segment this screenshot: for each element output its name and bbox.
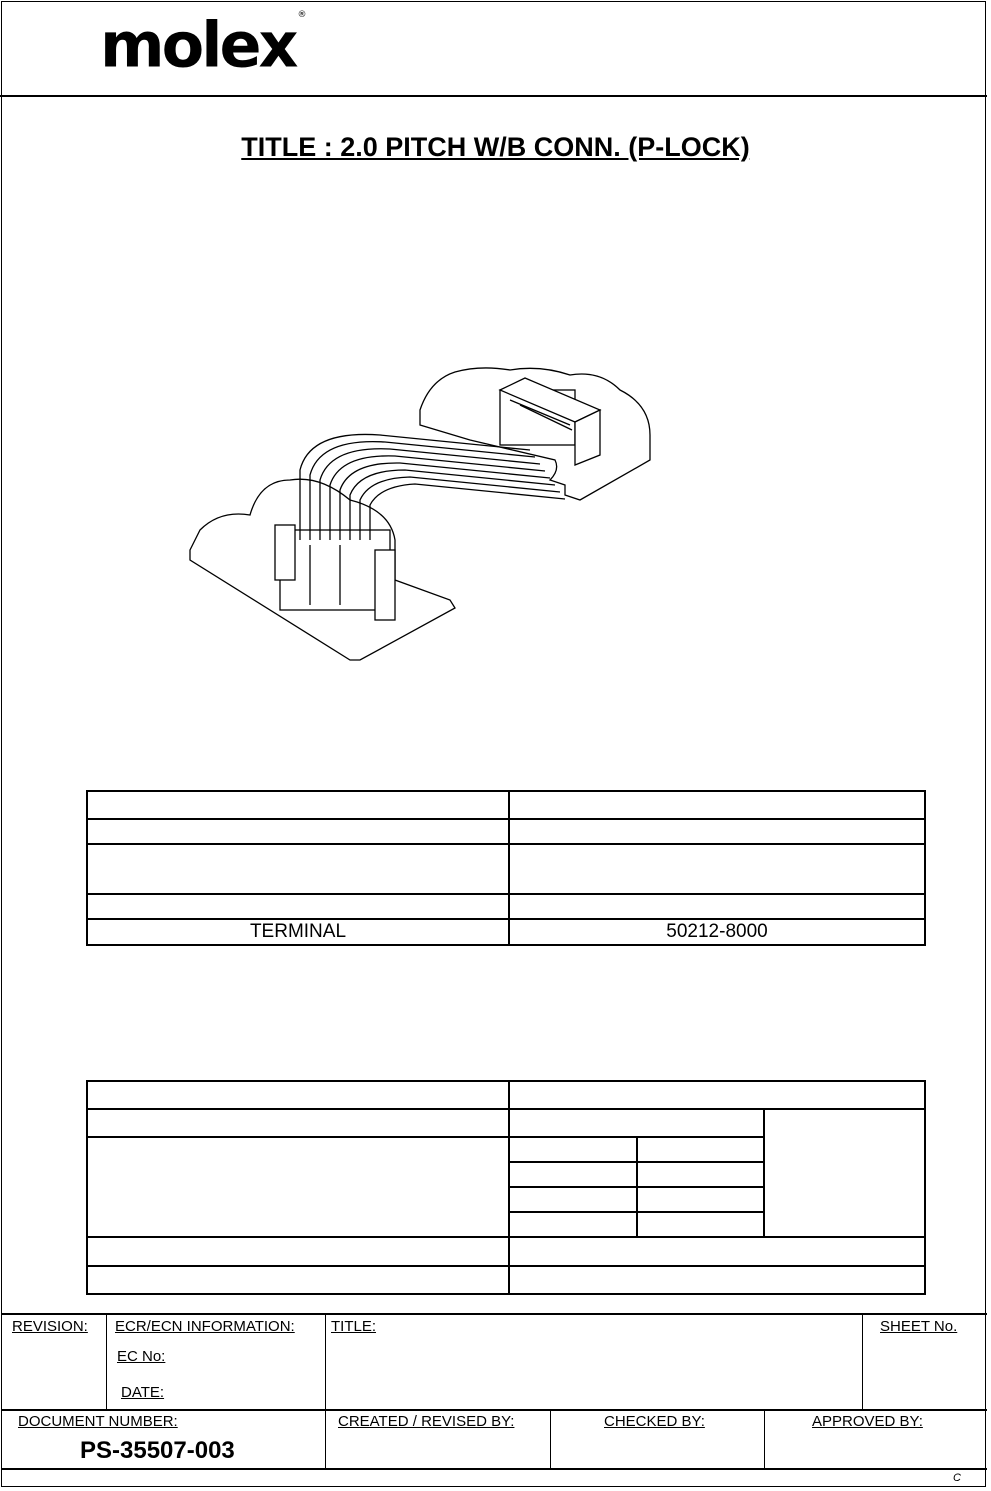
document-title: TITLE : 2.0 PITCH W/B CONN. (P-LOCK) <box>241 132 750 162</box>
created-label: CREATED / REVISED BY: <box>338 1413 515 1430</box>
spec-table <box>86 1080 926 1295</box>
doc-number: PS-35507-003 <box>80 1437 235 1464</box>
sheet-label: SHEET No. <box>880 1318 958 1335</box>
revision-label: REVISION: <box>12 1318 88 1335</box>
ecr-label: ECR/ECN INFORMATION: <box>115 1318 295 1335</box>
date-label: DATE: <box>121 1384 165 1401</box>
connector-illustration <box>180 360 660 670</box>
parts-table <box>86 790 926 946</box>
parts-cell <box>87 791 509 819</box>
molex-logo: molex ® <box>100 8 307 82</box>
approved-label: APPROVED BY: <box>812 1413 923 1430</box>
parts-cell-terminal: TERMINAL <box>87 919 509 945</box>
ec-no-label: EC No: <box>117 1348 166 1365</box>
header <box>0 0 987 97</box>
parts-cell <box>509 894 925 919</box>
parts-cell <box>87 819 509 844</box>
doc-number-label: DOCUMENT NUMBER: <box>18 1413 178 1430</box>
checked-label: CHECKED BY: <box>604 1413 705 1430</box>
title-label: TITLE: <box>331 1318 377 1335</box>
parts-cell <box>509 791 925 819</box>
parts-cell-part-number: 50212-8000 <box>509 919 925 945</box>
parts-cell <box>87 894 509 919</box>
parts-cell <box>509 819 925 844</box>
rev-letter: C <box>953 1472 961 1484</box>
parts-cell <box>509 844 925 894</box>
parts-cell <box>87 844 509 894</box>
